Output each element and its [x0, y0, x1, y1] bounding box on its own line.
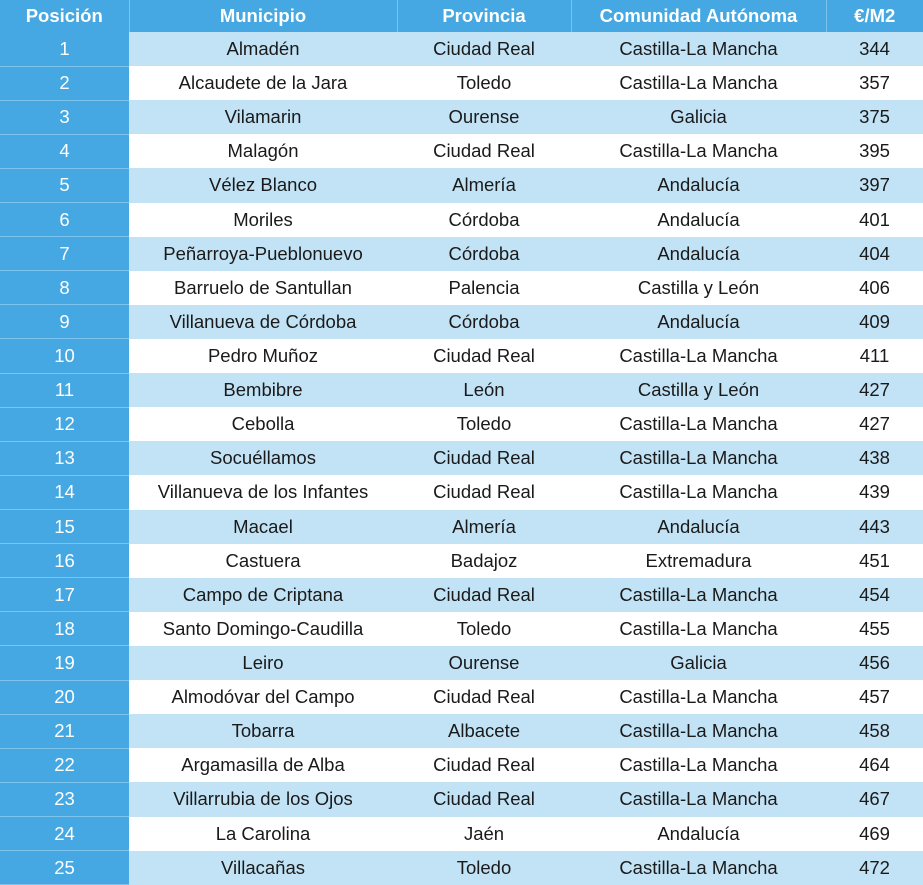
header-municipio: Municipio — [129, 0, 397, 32]
cell-municipio: Vélez Blanco — [129, 168, 397, 202]
table-row — [0, 271, 923, 305]
cell-provincia: Ourense — [397, 100, 571, 134]
cell-comunidad: Castilla-La Mancha — [571, 612, 826, 646]
cell-municipio: Villarrubia de los Ojos — [129, 782, 397, 816]
table-header — [0, 0, 923, 32]
cell-posicion: 4 — [0, 134, 129, 168]
cell-comunidad: Castilla y León — [571, 271, 826, 305]
cell-provincia: Ciudad Real — [397, 578, 571, 612]
cell-municipio: Peñarroya-Pueblonuevo — [129, 237, 397, 271]
cell-municipio: Bembibre — [129, 373, 397, 407]
cell-precio: 411 — [826, 339, 923, 373]
cell-comunidad: Castilla-La Mancha — [571, 407, 826, 441]
table-row — [0, 407, 923, 441]
header-comunidad: Comunidad Autónoma — [571, 0, 826, 32]
cell-municipio: Socuéllamos — [129, 441, 397, 475]
cell-precio: 427 — [826, 373, 923, 407]
cell-municipio: Alcaudete de la Jara — [129, 66, 397, 100]
cell-precio: 451 — [826, 544, 923, 578]
cell-precio: 439 — [826, 475, 923, 509]
cell-provincia: Jaén — [397, 817, 571, 851]
cell-municipio: Villacañas — [129, 851, 397, 885]
cell-precio: 409 — [826, 305, 923, 339]
cell-posicion: 18 — [0, 612, 129, 646]
cell-municipio: La Carolina — [129, 817, 397, 851]
cell-municipio: Barruelo de Santullan — [129, 271, 397, 305]
cell-precio: 458 — [826, 714, 923, 748]
cell-municipio: Argamasilla de Alba — [129, 748, 397, 782]
cell-comunidad: Castilla y León — [571, 373, 826, 407]
table-row — [0, 168, 923, 202]
cell-posicion: 24 — [0, 817, 129, 851]
cell-comunidad: Castilla-La Mancha — [571, 32, 826, 66]
cell-municipio: Leiro — [129, 646, 397, 680]
table-row — [0, 510, 923, 544]
table-row — [0, 578, 923, 612]
cell-municipio: Almadén — [129, 32, 397, 66]
cell-comunidad: Extremadura — [571, 544, 826, 578]
cell-provincia: Ciudad Real — [397, 748, 571, 782]
cell-precio: 375 — [826, 100, 923, 134]
cell-posicion: 5 — [0, 168, 129, 202]
cell-precio: 457 — [826, 680, 923, 714]
cell-comunidad: Castilla-La Mancha — [571, 66, 826, 100]
cell-comunidad: Andalucía — [571, 203, 826, 237]
cell-comunidad: Castilla-La Mancha — [571, 134, 826, 168]
table-row — [0, 134, 923, 168]
cell-municipio: Cebolla — [129, 407, 397, 441]
cell-posicion: 20 — [0, 680, 129, 714]
cell-municipio: Malagón — [129, 134, 397, 168]
cell-municipio: Moriles — [129, 203, 397, 237]
table-body — [0, 32, 923, 885]
cell-posicion: 23 — [0, 782, 129, 816]
cell-provincia: León — [397, 373, 571, 407]
table-row — [0, 66, 923, 100]
cell-posicion: 2 — [0, 66, 129, 100]
cell-posicion: 15 — [0, 510, 129, 544]
cell-provincia: Albacete — [397, 714, 571, 748]
cell-comunidad: Andalucía — [571, 305, 826, 339]
cell-provincia: Almería — [397, 510, 571, 544]
cell-precio: 395 — [826, 134, 923, 168]
cell-provincia: Córdoba — [397, 237, 571, 271]
cell-provincia: Córdoba — [397, 305, 571, 339]
table-row — [0, 203, 923, 237]
cell-provincia: Ourense — [397, 646, 571, 680]
cell-provincia: Ciudad Real — [397, 475, 571, 509]
table-row — [0, 851, 923, 885]
cell-comunidad: Galicia — [571, 646, 826, 680]
cell-comunidad: Andalucía — [571, 510, 826, 544]
cell-municipio: Campo de Criptana — [129, 578, 397, 612]
cell-posicion: 6 — [0, 203, 129, 237]
cell-municipio: Villanueva de los Infantes — [129, 475, 397, 509]
cell-precio: 344 — [826, 32, 923, 66]
header-precio: €/M2 — [826, 0, 923, 32]
cell-posicion: 12 — [0, 407, 129, 441]
header-row — [0, 0, 923, 32]
cell-municipio: Tobarra — [129, 714, 397, 748]
cell-municipio: Castuera — [129, 544, 397, 578]
cell-precio: 467 — [826, 782, 923, 816]
cell-precio: 443 — [826, 510, 923, 544]
table-row — [0, 544, 923, 578]
cell-posicion: 14 — [0, 475, 129, 509]
cell-posicion: 3 — [0, 100, 129, 134]
table-row — [0, 373, 923, 407]
cell-precio: 455 — [826, 612, 923, 646]
cell-municipio: Almodóvar del Campo — [129, 680, 397, 714]
cell-provincia: Córdoba — [397, 203, 571, 237]
cell-comunidad: Castilla-La Mancha — [571, 578, 826, 612]
cell-comunidad: Andalucía — [571, 237, 826, 271]
table-row — [0, 612, 923, 646]
cell-precio: 404 — [826, 237, 923, 271]
cell-precio: 357 — [826, 66, 923, 100]
table-row — [0, 475, 923, 509]
table-row — [0, 100, 923, 134]
cell-municipio: Vilamarin — [129, 100, 397, 134]
cell-provincia: Badajoz — [397, 544, 571, 578]
cell-posicion: 13 — [0, 441, 129, 475]
cell-comunidad: Castilla-La Mancha — [571, 782, 826, 816]
cell-precio: 438 — [826, 441, 923, 475]
cell-precio: 464 — [826, 748, 923, 782]
cell-posicion: 17 — [0, 578, 129, 612]
cell-precio: 472 — [826, 851, 923, 885]
cell-provincia: Ciudad Real — [397, 134, 571, 168]
cell-posicion: 9 — [0, 305, 129, 339]
cell-provincia: Ciudad Real — [397, 782, 571, 816]
cell-provincia: Palencia — [397, 271, 571, 305]
cell-municipio: Macael — [129, 510, 397, 544]
cell-posicion: 11 — [0, 373, 129, 407]
cell-precio: 427 — [826, 407, 923, 441]
table-row — [0, 748, 923, 782]
cell-posicion: 8 — [0, 271, 129, 305]
cell-posicion: 7 — [0, 237, 129, 271]
cell-provincia: Ciudad Real — [397, 32, 571, 66]
cell-precio: 401 — [826, 203, 923, 237]
cell-municipio: Pedro Muñoz — [129, 339, 397, 373]
table-row — [0, 237, 923, 271]
cell-posicion: 25 — [0, 851, 129, 885]
cell-municipio: Santo Domingo-Caudilla — [129, 612, 397, 646]
cell-precio: 456 — [826, 646, 923, 680]
cell-comunidad: Castilla-La Mancha — [571, 714, 826, 748]
cell-provincia: Toledo — [397, 851, 571, 885]
cell-comunidad: Castilla-La Mancha — [571, 748, 826, 782]
cell-posicion: 19 — [0, 646, 129, 680]
cell-precio: 406 — [826, 271, 923, 305]
cell-posicion: 22 — [0, 748, 129, 782]
cell-precio: 397 — [826, 168, 923, 202]
cell-provincia: Toledo — [397, 612, 571, 646]
cell-posicion: 21 — [0, 714, 129, 748]
table-row — [0, 714, 923, 748]
table-row — [0, 680, 923, 714]
cell-provincia: Ciudad Real — [397, 339, 571, 373]
cell-comunidad: Castilla-La Mancha — [571, 680, 826, 714]
header-posicion: Posición — [0, 0, 129, 32]
table-row — [0, 305, 923, 339]
cell-provincia: Ciudad Real — [397, 441, 571, 475]
table-row — [0, 817, 923, 851]
table-row — [0, 32, 923, 66]
cell-precio: 454 — [826, 578, 923, 612]
cell-posicion: 16 — [0, 544, 129, 578]
cell-provincia: Ciudad Real — [397, 680, 571, 714]
header-provincia: Provincia — [397, 0, 571, 32]
table-row — [0, 339, 923, 373]
cell-posicion: 10 — [0, 339, 129, 373]
cell-provincia: Almería — [397, 168, 571, 202]
cell-comunidad: Castilla-La Mancha — [571, 441, 826, 475]
cell-comunidad: Galicia — [571, 100, 826, 134]
cell-comunidad: Andalucía — [571, 817, 826, 851]
cell-comunidad: Castilla-La Mancha — [571, 475, 826, 509]
cell-provincia: Toledo — [397, 407, 571, 441]
cell-municipio: Villanueva de Córdoba — [129, 305, 397, 339]
table-row — [0, 782, 923, 816]
cell-comunidad: Andalucía — [571, 168, 826, 202]
cell-comunidad: Castilla-La Mancha — [571, 851, 826, 885]
table-row — [0, 646, 923, 680]
cell-comunidad: Castilla-La Mancha — [571, 339, 826, 373]
table-row — [0, 441, 923, 475]
cell-posicion: 1 — [0, 32, 129, 66]
cell-provincia: Toledo — [397, 66, 571, 100]
cell-precio: 469 — [826, 817, 923, 851]
